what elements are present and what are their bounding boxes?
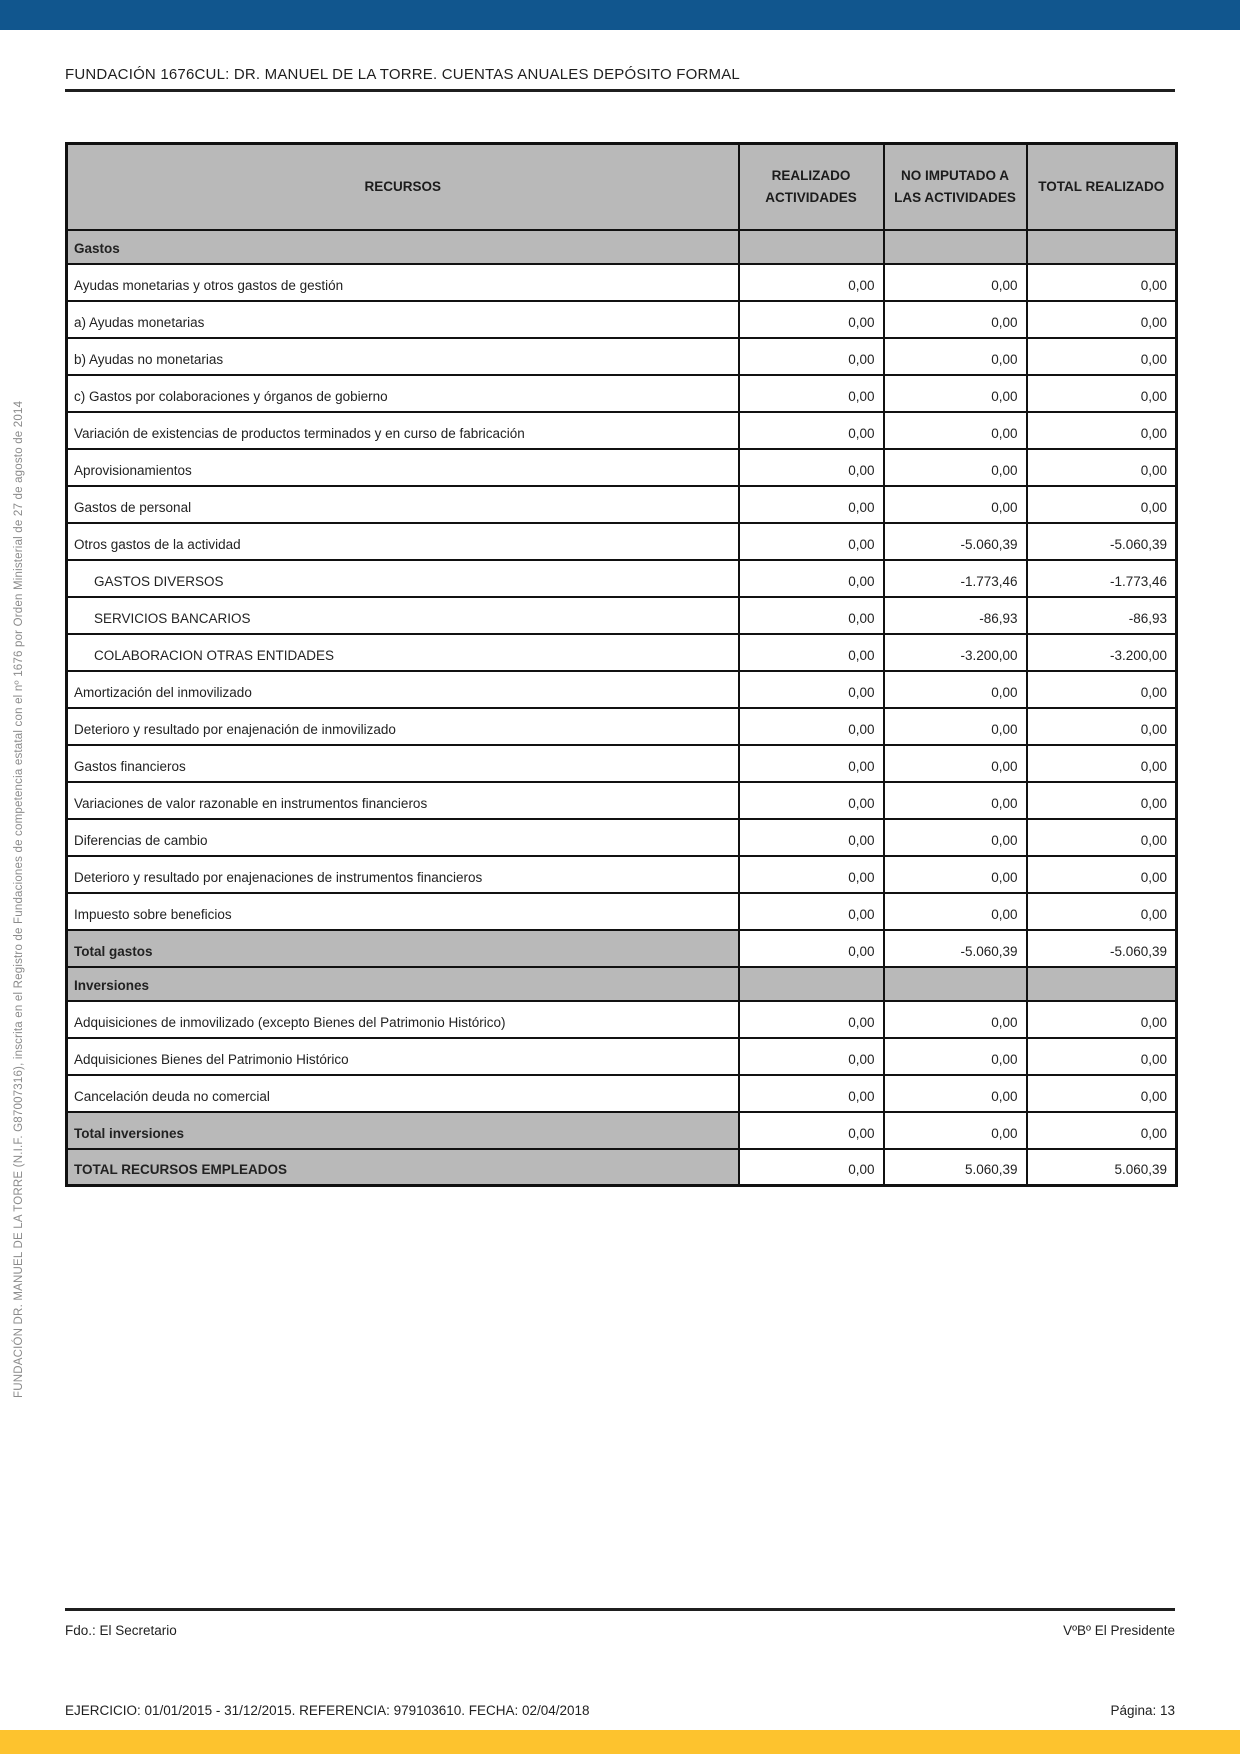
bottom-yellow-bar [0,1730,1240,1754]
row-value-cell: 0,00 [884,856,1027,893]
row-value-cell: 0,00 [739,1075,884,1112]
row-value-cell: 0,00 [1027,1001,1177,1038]
table-row [67,412,1177,449]
column-header-no-imputado: NO IMPUTADO A LAS ACTIVIDADES [884,144,1027,230]
row-label-cell: Variaciones de valor razonable en instrumentos financieros [67,782,739,819]
row-value-cell: 0,00 [739,264,884,301]
row-label-cell: Impuesto sobre beneficios [67,893,739,930]
row-label-cell: Inversiones [67,967,739,1001]
row-value-cell: 0,00 [884,782,1027,819]
row-value-cell: 0,00 [1027,671,1177,708]
row-value-cell [1027,230,1177,264]
row-value-cell: 0,00 [1027,745,1177,782]
row-label-cell: a) Ayudas monetarias [67,301,739,338]
row-label-cell: Amortización del inmovilizado [67,671,739,708]
table-row [67,1075,1177,1112]
table-row [67,560,1177,597]
row-value-cell: 0,00 [884,1001,1027,1038]
row-label-cell: c) Gastos por colaboraciones y órganos de gobierno [67,375,739,412]
row-value-cell: -1.773,46 [1027,560,1177,597]
row-value-cell: -3.200,00 [1027,634,1177,671]
row-value-cell: 0,00 [884,1038,1027,1075]
row-value-cell: 0,00 [739,745,884,782]
row-value-cell: 0,00 [739,819,884,856]
column-header-recursos: RECURSOS [67,144,739,230]
row-value-cell: 0,00 [884,412,1027,449]
table-row [67,819,1177,856]
row-label-cell: Aprovisionamientos [67,449,739,486]
row-value-cell: 0,00 [739,523,884,560]
row-value-cell: 0,00 [1027,375,1177,412]
row-value-cell [884,967,1027,1001]
row-value-cell: 0,00 [1027,856,1177,893]
row-value-cell: 0,00 [884,671,1027,708]
row-value-cell: 0,00 [739,1149,884,1186]
row-value-cell: 0,00 [884,301,1027,338]
row-value-cell: 0,00 [739,560,884,597]
row-value-cell: 0,00 [739,412,884,449]
row-value-cell: 0,00 [1027,338,1177,375]
row-value-cell: 0,00 [739,1112,884,1149]
table-row [67,893,1177,930]
table-row [67,523,1177,560]
column-header-realizado-actividades: REALIZADO ACTIVIDADES [739,144,884,230]
row-value-cell: 0,00 [739,597,884,634]
row-value-cell: 0,00 [739,671,884,708]
row-value-cell: 0,00 [739,930,884,967]
row-value-cell: 0,00 [739,893,884,930]
table-row [67,782,1177,819]
row-label-cell: SERVICIOS BANCARIOS [67,597,739,634]
row-value-cell: 0,00 [884,264,1027,301]
signature-president: VºBº El Presidente [1063,1623,1175,1638]
row-value-cell: 5.060,39 [884,1149,1027,1186]
row-value-cell: 0,00 [884,338,1027,375]
title-underline [65,89,1175,92]
column-header-total-realizado: TOTAL REALIZADO [1027,144,1177,230]
row-value-cell: 0,00 [884,1112,1027,1149]
row-value-cell: 0,00 [1027,708,1177,745]
row-value-cell: -86,93 [884,597,1027,634]
row-value-cell: -86,93 [1027,597,1177,634]
signature-secretary: Fdo.: El Secretario [65,1623,177,1638]
row-value-cell: 0,00 [1027,264,1177,301]
page-number: Página: 13 [1110,1703,1175,1718]
table-row [67,1038,1177,1075]
row-value-cell: 0,00 [739,301,884,338]
table-row [67,597,1177,634]
row-value-cell [1027,967,1177,1001]
row-label-cell: Total gastos [67,930,739,967]
table-row [67,930,1177,967]
table-row [67,634,1177,671]
row-label-cell: TOTAL RECURSOS EMPLEADOS [67,1149,739,1186]
row-value-cell: 0,00 [884,449,1027,486]
table-row [67,671,1177,708]
row-value-cell: 0,00 [1027,1075,1177,1112]
row-label-cell: Total inversiones [67,1112,739,1149]
row-value-cell: 0,00 [1027,449,1177,486]
row-value-cell: 0,00 [739,375,884,412]
row-value-cell: 0,00 [739,1001,884,1038]
row-value-cell: 0,00 [1027,301,1177,338]
footer-info-row [65,1703,1175,1718]
row-label-cell: Deterioro y resultado por enajenación de inmovilizado [67,708,739,745]
row-label-cell: Gastos financieros [67,745,739,782]
row-value-cell: 0,00 [884,819,1027,856]
row-value-cell: 0,00 [884,1075,1027,1112]
row-value-cell: -5.060,39 [1027,930,1177,967]
row-value-cell: 0,00 [1027,819,1177,856]
row-value-cell [884,230,1027,264]
row-value-cell: -1.773,46 [884,560,1027,597]
row-value-cell: 0,00 [884,745,1027,782]
row-value-cell: 0,00 [1027,412,1177,449]
row-value-cell [739,967,884,1001]
row-label-cell: Gastos de personal [67,486,739,523]
row-label-cell: Diferencias de cambio [67,819,739,856]
row-value-cell: 0,00 [1027,1038,1177,1075]
row-value-cell: 5.060,39 [1027,1149,1177,1186]
row-value-cell: -5.060,39 [884,930,1027,967]
table-row [67,708,1177,745]
row-value-cell: 0,00 [1027,1112,1177,1149]
table-row [67,1112,1177,1149]
table-row [67,338,1177,375]
row-value-cell: 0,00 [739,449,884,486]
signature-row [65,1623,1175,1638]
row-value-cell: -3.200,00 [884,634,1027,671]
row-value-cell: 0,00 [739,708,884,745]
table-header-row [67,144,1177,230]
row-value-cell: 0,00 [1027,486,1177,523]
row-label-cell: Gastos [67,230,739,264]
table-row [67,1149,1177,1186]
row-value-cell: 0,00 [739,486,884,523]
row-value-cell: 0,00 [739,856,884,893]
row-value-cell: 0,00 [739,782,884,819]
row-value-cell: 0,00 [739,338,884,375]
table-row [67,486,1177,523]
row-value-cell: -5.060,39 [884,523,1027,560]
row-value-cell: 0,00 [739,634,884,671]
row-label-cell: Adquisiciones Bienes del Patrimonio Histórico [67,1038,739,1075]
row-label-cell: Deterioro y resultado por enajenaciones de instrumentos financieros [67,856,739,893]
row-value-cell: 0,00 [1027,893,1177,930]
table-row [67,375,1177,412]
row-value-cell: 0,00 [884,375,1027,412]
row-label-cell: Adquisiciones de inmovilizado (excepto Bienes del Patrimonio Histórico) [67,1001,739,1038]
row-label-cell: Ayudas monetarias y otros gastos de gestión [67,264,739,301]
row-value-cell: 0,00 [739,1038,884,1075]
top-blue-bar [0,0,1240,30]
row-label-cell: b) Ayudas no monetarias [67,338,739,375]
table-row [67,301,1177,338]
row-label-cell: Cancelación deuda no comercial [67,1075,739,1112]
table-row [67,1001,1177,1038]
row-value-cell: -5.060,39 [1027,523,1177,560]
table-row [67,449,1177,486]
table-row [67,230,1177,264]
table-row [67,967,1177,1001]
row-label-cell: Otros gastos de la actividad [67,523,739,560]
table-row [67,745,1177,782]
row-label-cell: COLABORACION OTRAS ENTIDADES [67,634,739,671]
row-value-cell: 0,00 [1027,782,1177,819]
exercise-reference-text: EJERCICIO: 01/01/2015 - 31/12/2015. REFERENCIA: 979103610. FECHA: 02/04/2018 [65,1703,590,1718]
row-value-cell [739,230,884,264]
sidebar-registry-text: FUNDACIÓN DR. MANUEL DE LA TORRE (N.I.F. G87007316), inscrita en el Registro de Fundaciones de competencia estatal con el nº 1676 por Orden Ministerial de 27 de agosto de 2014 [13,400,25,1398]
table-row [67,264,1177,301]
row-label-cell: Variación de existencias de productos terminados y en curso de fabricación [67,412,739,449]
table-row [67,856,1177,893]
row-label-cell: GASTOS DIVERSOS [67,560,739,597]
footer-divider [65,1608,1175,1611]
page-title: FUNDACIÓN 1676CUL: DR. MANUEL DE LA TORRE. CUENTAS ANUALES DEPÓSITO FORMAL [65,66,740,83]
row-value-cell: 0,00 [884,708,1027,745]
row-value-cell: 0,00 [884,893,1027,930]
row-value-cell: 0,00 [884,486,1027,523]
recursos-table [65,142,1178,1187]
